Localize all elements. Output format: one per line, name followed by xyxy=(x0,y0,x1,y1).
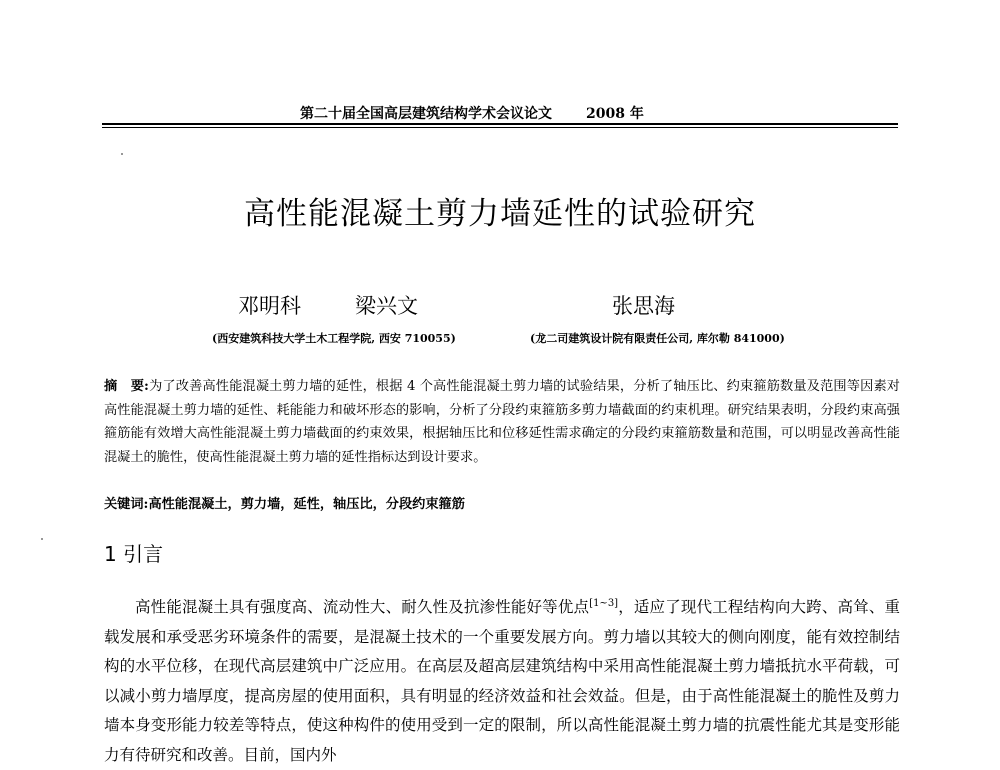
author-2: 梁兴文 xyxy=(355,294,418,318)
paper-title: 高性能混凝土剪力墙延性的试验研究 xyxy=(244,196,756,232)
running-header xyxy=(300,103,720,123)
paragraph-part-1: 高性能混凝土具有强度高、流动性大、耐久性及抗渗性能好等优点 xyxy=(135,598,590,616)
author-1: 邓明科 xyxy=(238,294,301,318)
keywords xyxy=(104,493,900,516)
paragraph-part-2: ，适应了现代工程结构向大跨、高耸、重载发展和承受恶劣环境条件的需要，是混凝土技术的一个重要发展方向。剪力墙以其较大的侧向刚度，能有效控制结构的水平位移，在现代高层建筑中广泛应用。在高层及超高层建筑结构中采用高性能混凝土剪力墙抵抗水平荷载，可以减小剪力墙厚度，提高房屋的使用面积，具有明显的经济效益和社会效益。但是，由于高性能混凝土的脆性及剪力墙本身变形能力较差等特点，使这种构件的使用受到一定的限制，所以高性能混凝土剪力墙的抗震性能尤其是变形能力有待研究和改善。目前，国内外 xyxy=(104,598,900,764)
affiliation-1: (西安建筑科技大学土木工程学院, 西安 710055) xyxy=(212,332,456,345)
keywords-text: 高性能混凝土，剪力墙，延性，轴压比，分段约束箍筋 xyxy=(148,497,465,512)
header-rule-thin xyxy=(102,127,898,128)
abstract-label: 摘 要: xyxy=(104,379,149,394)
scan-speck xyxy=(121,153,123,155)
header-rule-thick xyxy=(102,123,898,125)
keywords-label: 关键词: xyxy=(104,497,149,512)
scan-speck xyxy=(41,538,43,540)
conference-year: 2008 年 xyxy=(586,106,644,122)
abstract xyxy=(104,375,900,469)
abstract-text: 为了改善高性能混凝土剪力墙的延性，根据 4 个高性能混凝土剪力墙的试验结果，分析了轴压比、约束箍筋数量及范围等因素对高性能混凝土剪力墙的延性、耗能能力和破坏形态的影响，分析了分段约束箍筋多剪力墙截面的约束机理。研究结果表明，分段约束高强箍筋能有效增大高性能混凝土剪力墙截面的约束效果，根据轴压比和位移延性需求确定的分段约束箍筋数量和范围，可以明显改善高性能混凝土的脆性，使高性能混凝土剪力墙的延性指标达到设计要求。 xyxy=(104,379,900,465)
conference-name: 第二十届全国高层建筑结构学术会议论文 xyxy=(300,106,552,122)
body-paragraph xyxy=(104,593,900,770)
affiliation-2: (龙二司建筑设计院有限责任公司, 库尔勒 841000) xyxy=(530,332,785,345)
citation: [1~3] xyxy=(589,597,619,609)
author-3: 张思海 xyxy=(612,294,675,318)
section-heading: 1 引言 xyxy=(104,542,164,566)
